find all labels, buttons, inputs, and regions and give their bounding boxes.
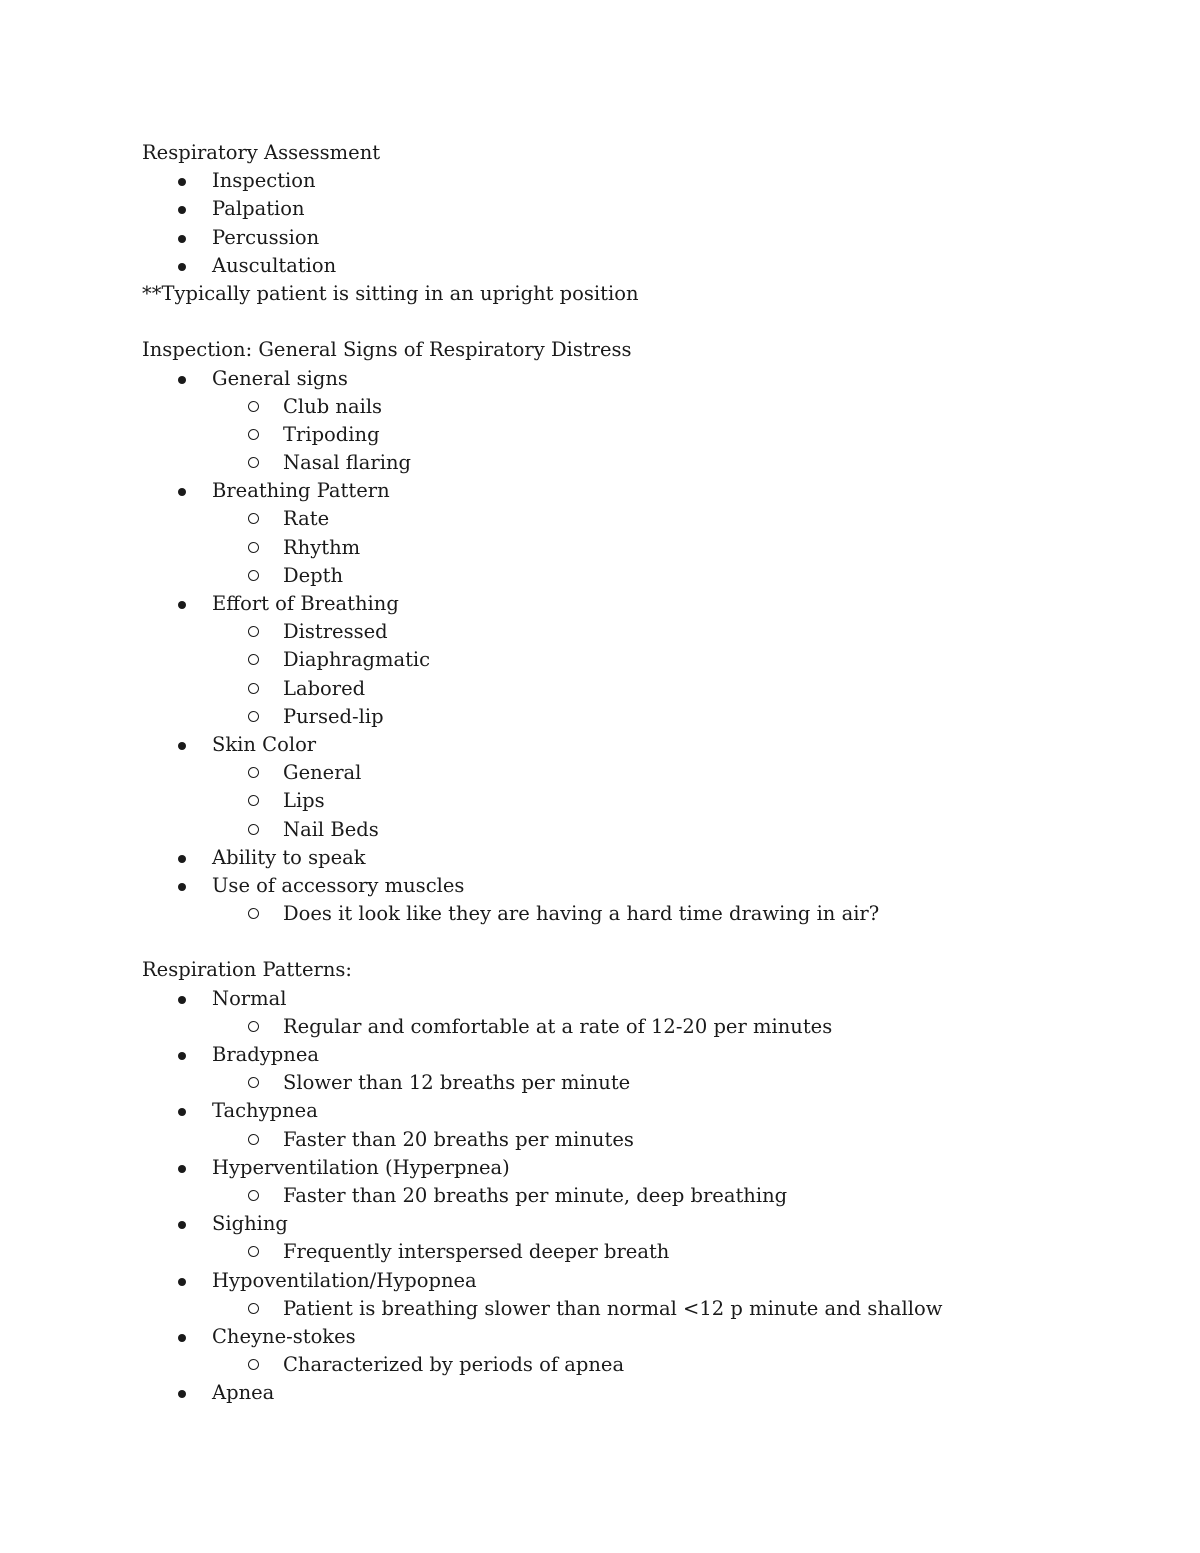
sub-list-item: Lips xyxy=(142,787,1102,815)
section-heading: Respiration Patterns: xyxy=(142,958,353,982)
sub-list-item: Nasal flaring xyxy=(142,449,1102,477)
bullet-icon xyxy=(178,178,186,186)
bullet-icon xyxy=(178,1278,186,1286)
sub-list-item: Characterized by periods of apnea xyxy=(142,1351,1102,1379)
sub-list-item: Regular and comfortable at a rate of 12-20 per minutes xyxy=(142,1013,1102,1041)
hollow-bullet-icon xyxy=(248,1134,259,1145)
hollow-bullet-icon xyxy=(248,1077,259,1088)
list-item: Apnea xyxy=(142,1379,1102,1407)
sub-list-item: Tripoding xyxy=(142,421,1102,449)
hollow-bullet-icon xyxy=(248,429,259,440)
bullet-icon xyxy=(178,1390,186,1398)
bullet-icon xyxy=(178,1108,186,1116)
list-item: Auscultation xyxy=(142,252,1102,280)
bullet-icon xyxy=(178,1052,186,1060)
sub-list-item: Depth xyxy=(142,562,1102,590)
bullet-icon xyxy=(178,883,186,891)
bullet-icon xyxy=(178,1334,186,1342)
sub-list-item: Club nails xyxy=(142,393,1102,421)
hollow-bullet-icon xyxy=(248,683,259,694)
sub-list-item: Does it look like they are having a hard time drawing in air? xyxy=(142,900,1102,928)
sub-list-item: Diaphragmatic xyxy=(142,646,1102,674)
bullet-icon xyxy=(178,263,186,271)
hollow-bullet-icon xyxy=(248,654,259,665)
list-item: Skin Color xyxy=(142,731,1102,759)
hollow-bullet-icon xyxy=(248,401,259,412)
sub-list-item: Nail Beds xyxy=(142,816,1102,844)
hollow-bullet-icon xyxy=(248,1190,259,1201)
bullet-icon xyxy=(178,235,186,243)
sub-list-item: Rate xyxy=(142,505,1102,533)
sub-list-item: Patient is breathing slower than normal <12 p minute and shallow xyxy=(142,1295,1102,1323)
list-item: Percussion xyxy=(142,224,1102,252)
list-item: Hyperventilation (Hyperpnea) xyxy=(142,1154,1102,1182)
list-item: General signs xyxy=(142,365,1102,393)
bullet-icon xyxy=(178,376,186,384)
hollow-bullet-icon xyxy=(248,908,259,919)
list-item: Effort of Breathing xyxy=(142,590,1102,618)
list-item: Cheyne-stokes xyxy=(142,1323,1102,1351)
hollow-bullet-icon xyxy=(248,767,259,778)
list-item: Normal xyxy=(142,985,1102,1013)
hollow-bullet-icon xyxy=(248,824,259,835)
bullet-icon xyxy=(178,206,186,214)
hollow-bullet-icon xyxy=(248,1246,259,1257)
list-item: Inspection xyxy=(142,167,1102,195)
section-heading: Respiratory Assessment xyxy=(142,141,381,164)
list-item: Breathing Pattern xyxy=(142,477,1102,505)
hollow-bullet-icon xyxy=(248,626,259,637)
sub-list-item: Rhythm xyxy=(142,534,1102,562)
sub-list-item: Pursed-lip xyxy=(142,703,1102,731)
sub-list-item: General xyxy=(142,759,1102,787)
section-heading: Inspection: General Signs of Respiratory Distress xyxy=(142,338,632,362)
hollow-bullet-icon xyxy=(248,1303,259,1314)
list-item: Ability to speak xyxy=(142,844,1102,872)
list-item: Tachypnea xyxy=(142,1097,1102,1125)
bullet-icon xyxy=(178,1221,186,1229)
list-item: Use of accessory muscles xyxy=(142,872,1102,900)
list-item: Hypoventilation/Hypopnea xyxy=(142,1267,1102,1295)
document-page xyxy=(142,139,1102,1407)
section-note: **Typically patient is sitting in an upright position xyxy=(142,281,639,305)
hollow-bullet-icon xyxy=(248,513,259,524)
sub-list-item: Frequently interspersed deeper breath xyxy=(142,1238,1102,1266)
sub-list-item: Faster than 20 breaths per minute, deep breathing xyxy=(142,1182,1102,1210)
sub-list-item: Labored xyxy=(142,675,1102,703)
hollow-bullet-icon xyxy=(248,1359,259,1370)
blank-line xyxy=(142,308,1102,336)
bullet-icon xyxy=(178,855,186,863)
bullet-icon xyxy=(178,996,186,1004)
sub-list-item: Slower than 12 breaths per minute xyxy=(142,1069,1102,1097)
hollow-bullet-icon xyxy=(248,711,259,722)
list-item: Bradypnea xyxy=(142,1041,1102,1069)
hollow-bullet-icon xyxy=(248,457,259,468)
hollow-bullet-icon xyxy=(248,795,259,806)
hollow-bullet-icon xyxy=(248,542,259,553)
bullet-icon xyxy=(178,1165,186,1173)
list-item: Palpation xyxy=(142,195,1102,223)
bullet-icon xyxy=(178,742,186,750)
bullet-icon xyxy=(178,601,186,609)
hollow-bullet-icon xyxy=(248,570,259,581)
list-item: Sighing xyxy=(142,1210,1102,1238)
sub-list-item: Distressed xyxy=(142,618,1102,646)
hollow-bullet-icon xyxy=(248,1021,259,1032)
blank-line xyxy=(142,928,1102,956)
bullet-icon xyxy=(178,488,186,496)
sub-list-item: Faster than 20 breaths per minutes xyxy=(142,1126,1102,1154)
